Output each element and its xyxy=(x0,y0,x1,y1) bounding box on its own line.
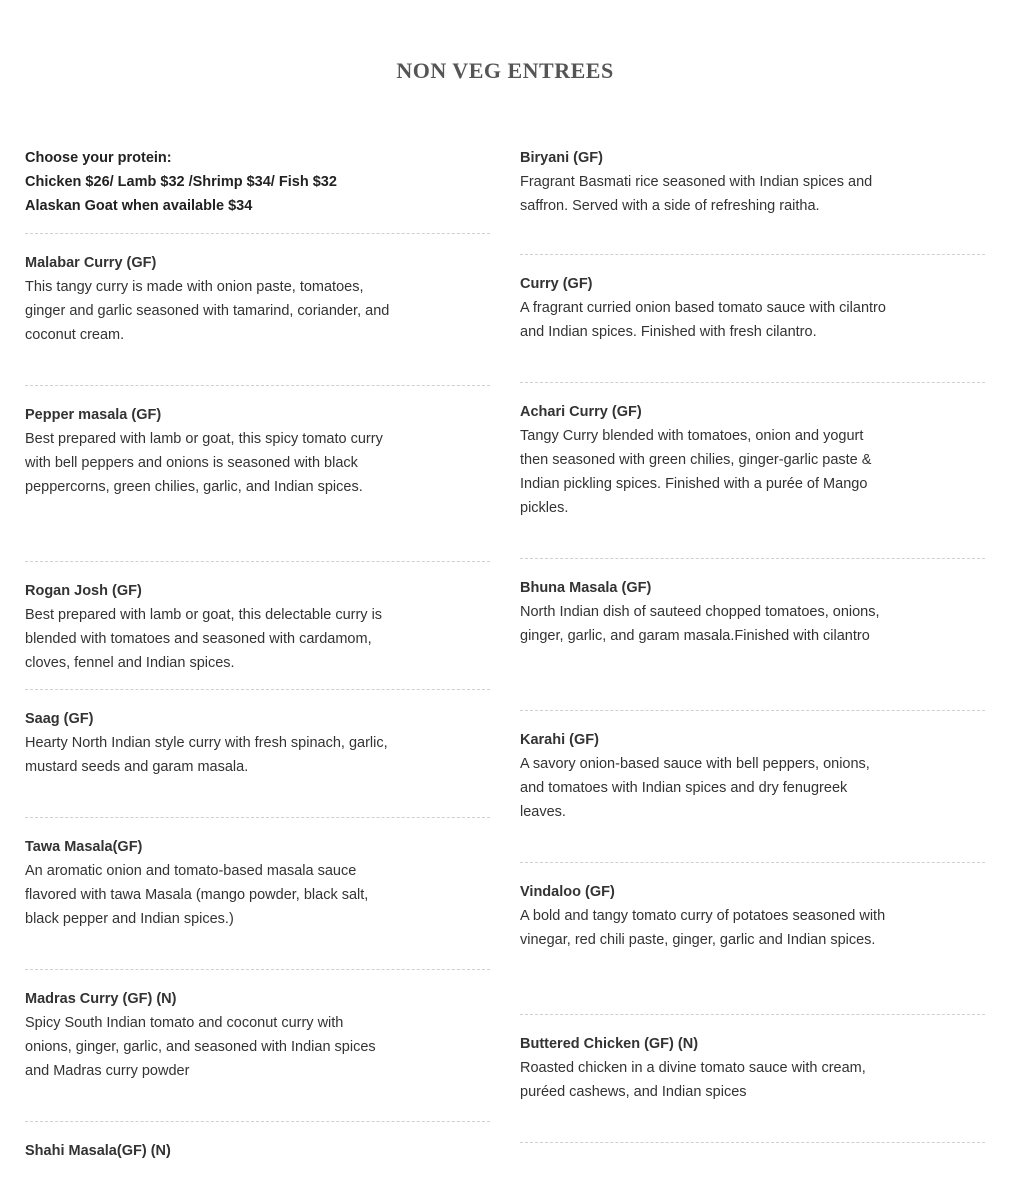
menu-item-description: An aromatic onion and tomato-based masala sauce flavored with tawa Masala (mango powder, black salt, black pepper and Indian spices.) xyxy=(25,863,369,927)
menu-item-description: Hearty North Indian style curry with fresh spinach, garlic, mustard seeds and garam masala. xyxy=(25,735,388,775)
menu-item-description: Fragrant Basmati rice seasoned with Indian spices and saffron. Served with a side of refreshing raitha. xyxy=(520,174,873,214)
menu-item xyxy=(520,728,985,863)
menu-item-name: Madras Curry (GF) (N) xyxy=(25,991,177,1007)
menu-item xyxy=(25,987,490,1122)
protein-choice xyxy=(25,146,490,234)
right-menu-column xyxy=(520,146,985,1160)
menu-item-name: Tawa Masala(GF) xyxy=(25,839,143,855)
menu-item-description: A bold and tangy tomato curry of potatoes seasoned with vinegar, red chili paste, ginger, garlic and Indian spices. xyxy=(520,908,886,948)
protein-prices: Chicken $26/ Lamb $32 /Shrimp $34/ Fish $32 xyxy=(25,174,337,190)
menu-item-name: Curry (GF) xyxy=(520,276,593,292)
menu-item xyxy=(25,579,490,690)
menu-item xyxy=(520,272,985,383)
menu-item-description: North Indian dish of sauteed chopped tomatoes, onions, ginger, garlic, and garam masala.Finished with cilantro xyxy=(520,604,880,644)
menu-item-name: Vindaloo (GF) xyxy=(520,884,615,900)
menu-item xyxy=(25,835,490,970)
menu-item-name: Malabar Curry (GF) xyxy=(25,255,157,271)
menu-item-name: Shahi Masala(GF) (N) xyxy=(25,1143,171,1159)
menu-item-description: A savory onion-based sauce with bell peppers, onions, and tomatoes with Indian spices and dry fenugreek leaves. xyxy=(520,756,870,820)
menu-item xyxy=(520,400,985,559)
menu-item xyxy=(25,251,490,386)
menu-item-description: Tangy Curry blended with tomatoes, onion and yogurt then seasoned with green chilies, ginger-garlic paste & Indian pickling spices. Finished with a purée of Mango pickles. xyxy=(520,428,872,516)
menu-item xyxy=(520,146,985,255)
menu-item xyxy=(520,1032,985,1143)
menu-item-description: Roasted chicken in a divine tomato sauce with cream, puréed cashews, and Indian spices xyxy=(520,1060,866,1100)
menu-item-name: Saag (GF) xyxy=(25,711,94,727)
menu-item xyxy=(25,403,490,562)
menu-item-name: Biryani (GF) xyxy=(520,150,603,166)
protein-heading: Choose your protein: xyxy=(25,150,172,166)
menu-item-description: Spicy South Indian tomato and coconut curry with onions, ginger, garlic, and seasoned with Indian spices and Madras curry powder xyxy=(25,1015,376,1079)
menu-item-description: A fragrant curried onion based tomato sauce with cilantro and Indian spices. Finished with fresh cilantro. xyxy=(520,300,886,340)
menu-item-name: Bhuna Masala (GF) xyxy=(520,580,652,596)
menu-item-description: This tangy curry is made with onion paste, tomatoes, ginger and garlic seasoned with tamarind, coriander, and coconut cream. xyxy=(25,279,390,343)
menu-item-name: Buttered Chicken (GF) (N) xyxy=(520,1036,699,1052)
menu-item-name: Karahi (GF) xyxy=(520,732,599,748)
page-title: NON VEG ENTREES xyxy=(396,58,614,83)
menu-item xyxy=(520,576,985,711)
menu-item xyxy=(25,1139,490,1163)
menu-item-name: Pepper masala (GF) xyxy=(25,407,162,423)
menu-item xyxy=(25,707,490,818)
menu-item-name: Rogan Josh (GF) xyxy=(25,583,142,599)
menu-item xyxy=(520,880,985,1015)
menu-item-description: Best prepared with lamb or goat, this spicy tomato curry with bell peppers and onions is seasoned with black peppercorns, green chilies, garlic, and Indian spices. xyxy=(25,431,383,495)
menu-item-name: Achari Curry (GF) xyxy=(520,404,642,420)
left-menu-column xyxy=(25,146,490,1180)
goat-price: Alaskan Goat when available $34 xyxy=(25,198,253,214)
menu-item-description: Best prepared with lamb or goat, this delectable curry is blended with tomatoes and seasoned with cardamom, cloves, fennel and Indian spices. xyxy=(25,607,383,671)
